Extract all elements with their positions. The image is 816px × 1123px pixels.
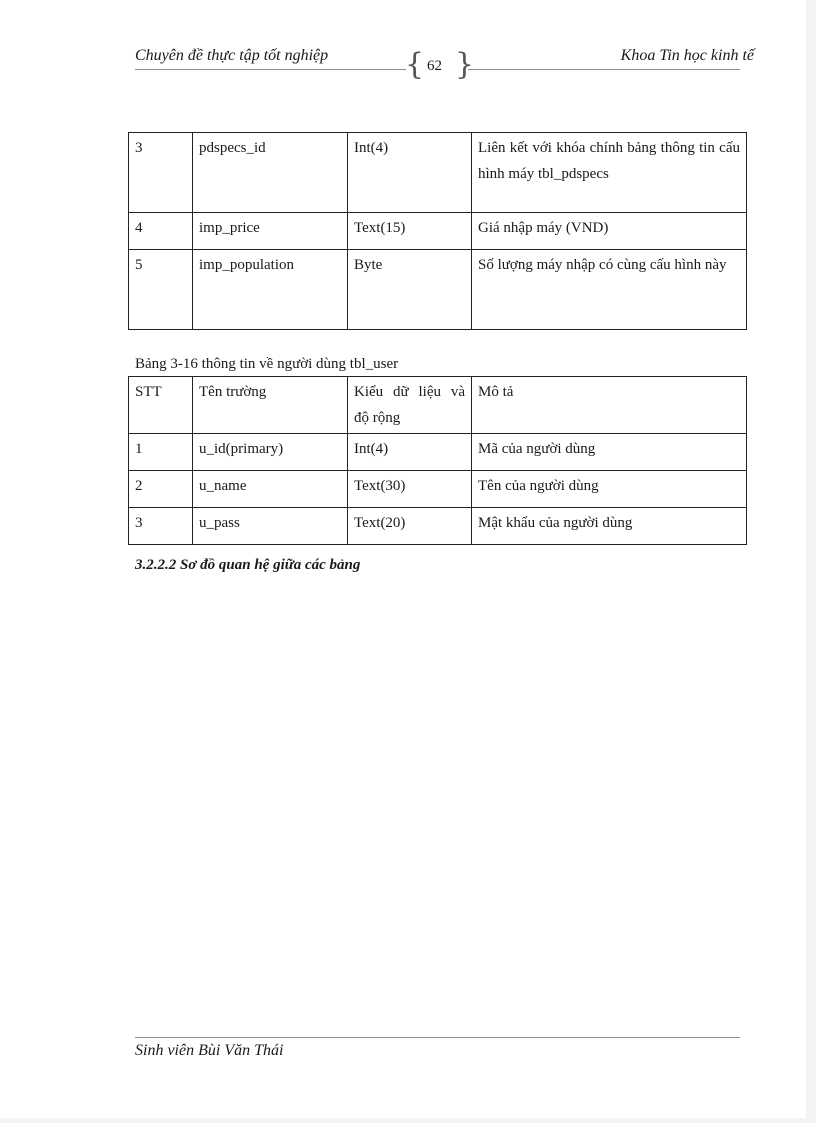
header-right-title: Khoa Tin học kinh tế [620,47,754,64]
cell-description: Tên của người dùng [472,471,747,508]
page-edge-bottom [0,1118,816,1123]
cell-field: pdspecs_id [193,133,348,213]
header-field: Tên trường [193,377,348,434]
cell-description: Giá nhập máy (VND) [472,213,747,250]
header-type: Kiểu dữ liệu và độ rộng [348,377,472,434]
cell-field: imp_price [193,213,348,250]
header-description: Mô tả [472,377,747,434]
table-user [128,376,747,545]
cell-stt: 3 [129,508,193,545]
cell-stt: 4 [129,213,193,250]
right-brace-icon: } [455,47,475,82]
page-edge-right [806,0,816,1123]
cell-field: u_pass [193,508,348,545]
cell-type: Int(4) [348,133,472,213]
cell-stt: 5 [129,250,193,330]
cell-field: imp_population [193,250,348,330]
table-row [129,434,747,471]
footer-rule [135,1037,740,1038]
left-brace-icon: { [405,47,425,82]
footer-student-name: Sinh viên Bùi Văn Thái [135,1042,284,1059]
section-heading: 3.2.2.2 Sơ đồ quan hệ giữa các bảng [135,557,361,573]
page-number: 62 [427,58,442,74]
cell-type: Text(15) [348,213,472,250]
table-caption: Bảng 3-16 thông tin về người dùng tbl_user [135,356,399,372]
cell-description: Mã của người dùng [472,434,747,471]
table-row [129,133,747,213]
cell-stt: 2 [129,471,193,508]
cell-stt: 1 [129,434,193,471]
cell-description: Mật khẩu của người dùng [472,508,747,545]
cell-field: u_id(primary) [193,434,348,471]
cell-type: Text(30) [348,471,472,508]
cell-stt: 3 [129,133,193,213]
cell-description: Số lượng máy nhập có cùng cấu hình này [472,250,747,330]
cell-type: Byte [348,250,472,330]
table-row [129,508,747,545]
header-stt: STT [129,377,193,434]
cell-field: u_name [193,471,348,508]
table-row [129,213,747,250]
table-product-import [128,132,747,330]
table-row [129,471,747,508]
table-header-row [129,377,747,434]
cell-type: Text(20) [348,508,472,545]
header-left-title: Chuyên đề thực tập tốt nghiệp [135,47,329,64]
table-row [129,250,747,330]
cell-type: Int(4) [348,434,472,471]
cell-description: Liên kết với khóa chính bảng thông tin cấu hình máy tbl_pdspecs [472,133,747,213]
